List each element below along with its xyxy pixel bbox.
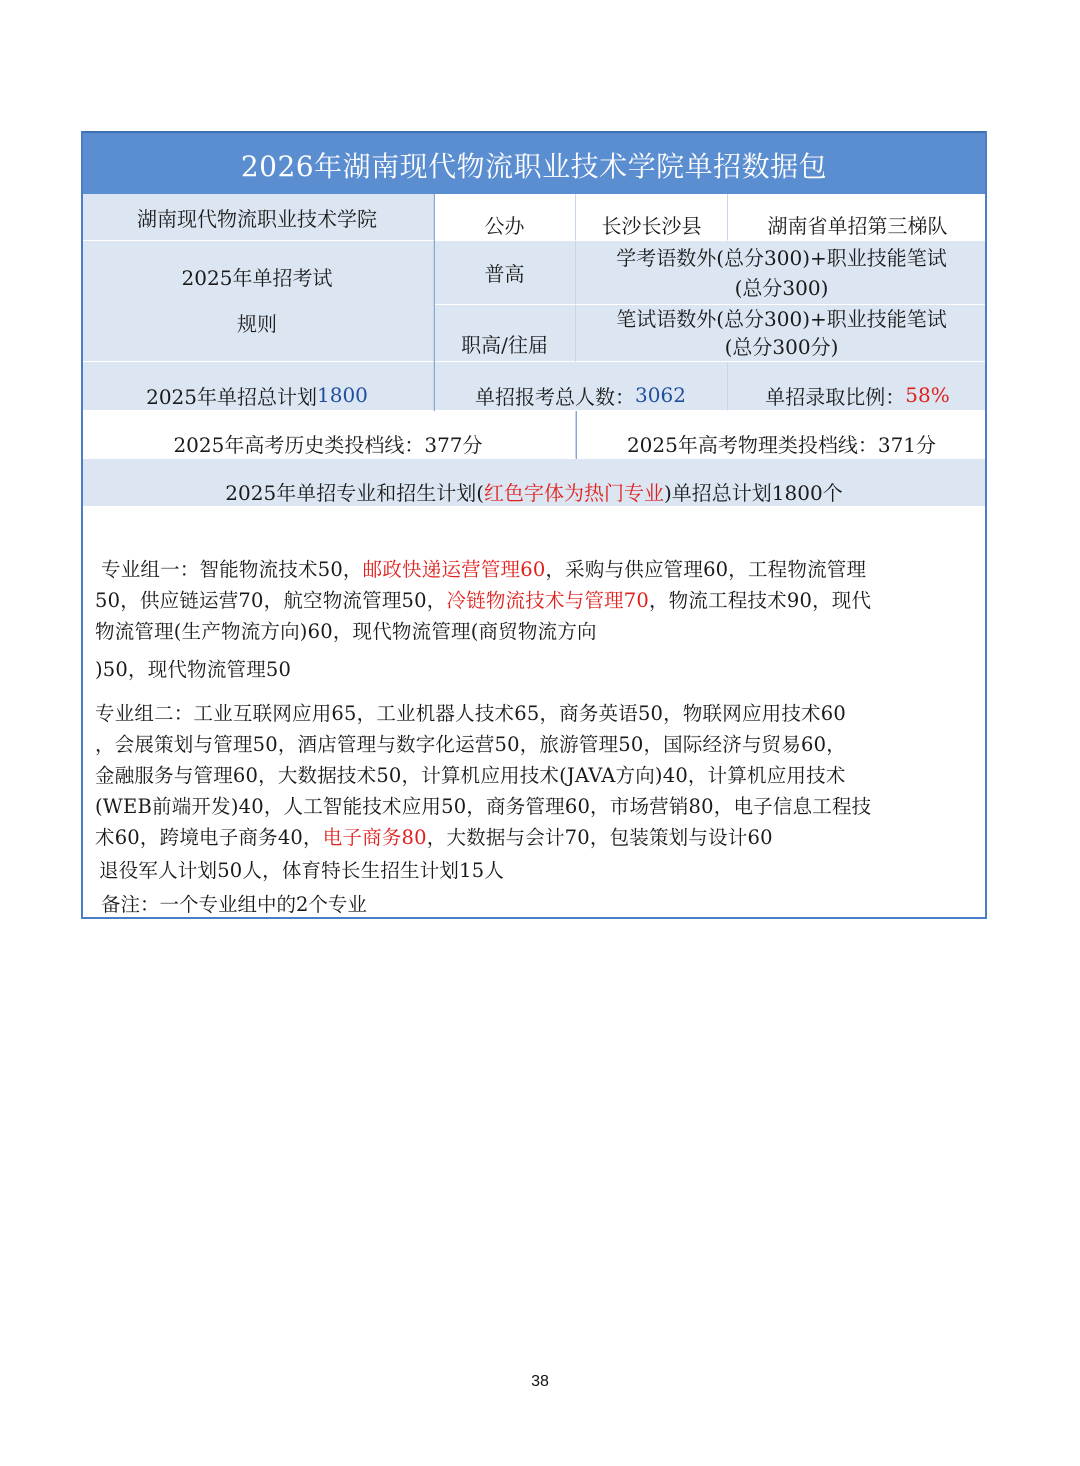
history-cutoff-cell bbox=[81, 411, 576, 459]
plan-total-value: 1800 bbox=[317, 383, 368, 407]
tier-cell bbox=[728, 194, 987, 241]
school-type: 公办 bbox=[484, 213, 525, 238]
vocational-rule-cell bbox=[576, 305, 987, 362]
plan-heading-hot-note: 红色字体为热门专业 bbox=[484, 481, 664, 505]
group2-text: ，会展策划与管理50，酒店管理与数字化运营50，旅游管理50，国际经济与贸易60， bbox=[95, 733, 846, 756]
general-rule-line1: 学考语数外(总分300)+职业技能笔试 bbox=[616, 245, 947, 270]
plan-heading bbox=[81, 459, 987, 507]
column-divider bbox=[434, 194, 435, 411]
exam-rules-label-line1: 2025年单招考试 bbox=[181, 266, 333, 290]
column-divider bbox=[576, 411, 577, 459]
group2-text: (WEB前端开发)40，人工智能技术应用50，商务管理60，市场营销80，电子信息工程技 bbox=[95, 795, 872, 818]
applicants-cell bbox=[434, 362, 728, 411]
general-label-cell bbox=[434, 241, 576, 305]
group1-text: ，采购与供应管理60，工程物流管理 bbox=[545, 558, 867, 581]
applicants-label: 单招报考总人数： bbox=[475, 384, 636, 409]
exam-rules-label-cell bbox=[81, 241, 434, 362]
group2-label: 专业组二： bbox=[95, 702, 194, 725]
history-cutoff: 2025年高考历史类投档线：377分 bbox=[173, 433, 483, 457]
footnote: 备注：一个专业组中的2个专业 bbox=[101, 893, 367, 916]
location-cell bbox=[576, 194, 728, 241]
school-name: 湖南现代物流职业技术学院 bbox=[137, 206, 377, 231]
school-location: 长沙长沙县 bbox=[601, 213, 702, 238]
group1-hot-major: 邮政快递运营管理60 bbox=[362, 558, 546, 581]
plan-total-cell bbox=[81, 362, 434, 411]
applicants-value: 3062 bbox=[635, 383, 686, 407]
plan-total-label: 2025年单招总计划 bbox=[146, 384, 317, 409]
admission-ratio-label: 单招录取比例： bbox=[765, 384, 906, 409]
vocational-label: 职高/往届 bbox=[461, 332, 548, 357]
special-plan: 退役军人计划50人，体育特长生招生计划15人 bbox=[99, 859, 505, 882]
physics-cutoff: 2025年高考物理类投档线：371分 bbox=[626, 433, 937, 457]
group1-hot-major: 冷链物流技术与管理70 bbox=[446, 589, 649, 612]
sheet-title: 2026年湖南现代物流职业技术学院单招数据包 bbox=[81, 131, 987, 196]
group1-text: 智能物流技术50， bbox=[199, 558, 363, 581]
general-rule-line2: (总分300) bbox=[734, 275, 829, 300]
general-label: 普高 bbox=[484, 262, 525, 286]
major-group-2 bbox=[95, 698, 975, 886]
exam-rules-label-line2: 规则 bbox=[237, 312, 277, 336]
group2-text: 金融服务与管理60，大数据技术50，计算机应用技术(JAVA方向)40，计算机应用技术 bbox=[95, 764, 846, 787]
major-group-1 bbox=[95, 554, 975, 685]
group2-text: ，大数据与会计70，包装策划与设计60 bbox=[426, 826, 773, 849]
plan-heading-suffix: )单招总计划1800个 bbox=[664, 481, 843, 505]
admission-ratio-cell bbox=[728, 362, 987, 411]
vocational-rule-line1: 笔试语数外(总分300)+职业技能笔试 bbox=[616, 307, 947, 331]
admission-ratio-value: 58% bbox=[905, 383, 950, 407]
general-rule-cell bbox=[576, 241, 987, 305]
vocational-label-cell bbox=[434, 305, 576, 362]
group1-text: 50，供应链运营70，航空物流管理50， bbox=[95, 589, 447, 612]
school-tier: 湖南省单招第三梯队 bbox=[767, 213, 948, 238]
school-type-cell bbox=[434, 194, 576, 241]
school-name-cell bbox=[81, 194, 434, 241]
plan-heading-prefix: 2025年单招专业和招生计划( bbox=[225, 481, 484, 505]
group2-text: 术60，跨境电子商务40， bbox=[95, 826, 323, 849]
group2-hot-major: 电子商务80 bbox=[322, 826, 427, 849]
group2-text: 工业互联网应用65，工业机器人技术65，商务英语50，物联网应用技术60 bbox=[193, 702, 846, 725]
physics-cutoff-cell bbox=[576, 411, 987, 459]
group1-label: 专业组一： bbox=[101, 558, 200, 581]
group1-text: )50，现代物流管理50 bbox=[95, 658, 292, 681]
vocational-rule-line2: (总分300分) bbox=[724, 335, 839, 359]
group1-text: ，物流工程技术90，现代 bbox=[648, 589, 872, 612]
group1-text: 物流管理(生产物流方向)60，现代物流管理(商贸物流方向 bbox=[95, 620, 597, 643]
page-number: 38 bbox=[531, 1373, 549, 1390]
